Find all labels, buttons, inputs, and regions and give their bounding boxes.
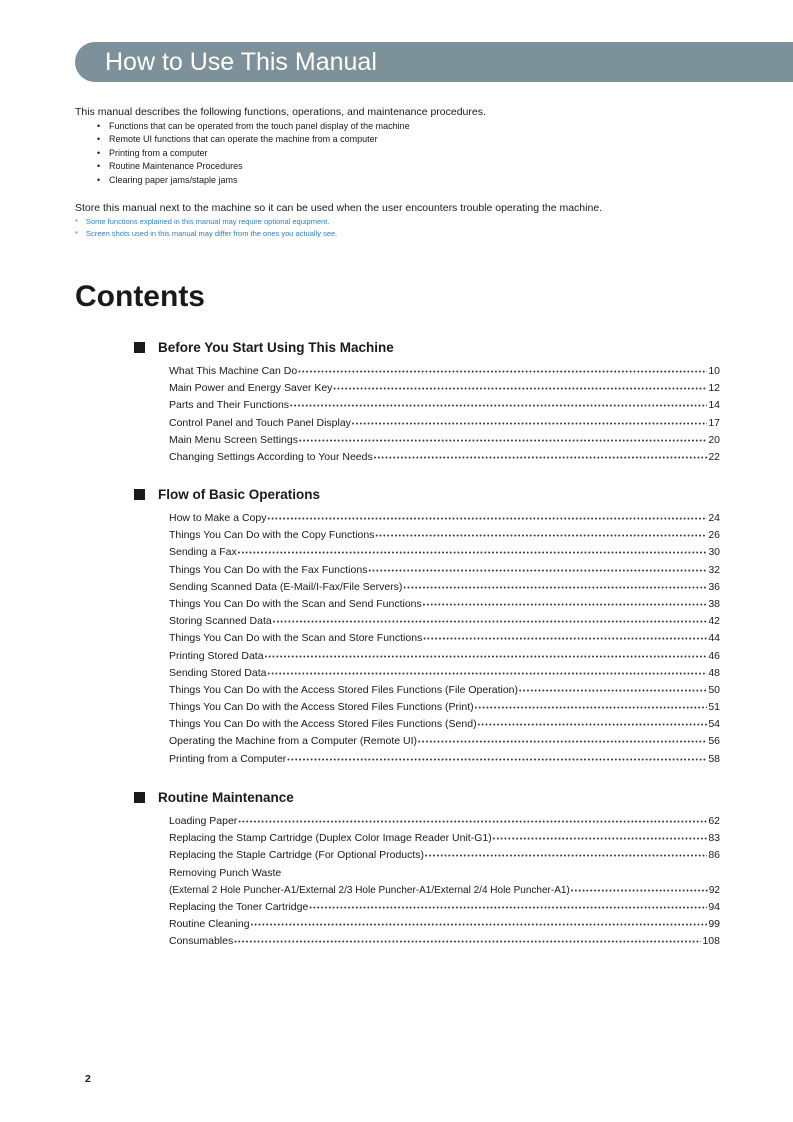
list-item: • Printing from a computer [97,147,755,160]
toc-entry[interactable]: Control Panel and Touch Panel Display ••••• 17 [169,415,720,432]
toc-entry[interactable]: Main Menu Screen Settings ••••• 20 [169,432,720,449]
section-title: Before You Start Using This Machine [158,340,394,355]
toc-entry[interactable]: Removing Punch Waste [169,866,282,879]
intro-block [75,106,755,187]
toc-entry[interactable]: Printing from a Computer ••••• 58 [169,751,720,768]
toc-entry[interactable]: Parts and Their Functions ••••• 14 [169,397,720,414]
bullet-icon: • [97,174,101,185]
list-item: • Clearing paper jams/staple jams [97,174,755,187]
bullet-icon: • [97,134,101,145]
toc-entry[interactable]: Sending Scanned Data (E-Mail/I-Fax/File Servers) ••••• 36 [169,579,720,596]
toc-entry[interactable]: Things You Can Do with the Scan and Store Functions ••••• 44 [169,630,720,647]
toc-entry[interactable]: Things You Can Do with the Access Stored Files Functions (Send) ••••• 54 [169,716,720,733]
bullet-icon: • [97,121,101,131]
intro-text: This manual describes the following functions, operations, and maintenance procedures. [75,106,486,118]
toc-entry[interactable]: Things You Can Do with the Copy Functions ••••• 26 [169,527,720,544]
bullet-icon: • [97,147,101,158]
square-bullet-icon [134,792,145,803]
toc-entry[interactable]: Loading Paper ••••• 62 [169,813,720,830]
toc-entry[interactable]: Main Power and Energy Saver Key ••••• 12 [169,380,720,397]
toc-entry[interactable]: Things You Can Do with the Scan and Send Functions ••••• 38 [169,596,720,613]
toc-entry[interactable]: Sending Stored Data ••••• 48 [169,665,720,682]
toc-entry[interactable]: Replacing the Toner Cartridge ••••• 94 [169,899,720,916]
toc-entry[interactable]: (External 2 Hole Puncher-A1/External 2/3 Hole Puncher-A1/External 2/4 Hole Puncher-A1) ••••• 92 [169,882,720,899]
toc-entry[interactable]: Routine Cleaning ••••• 99 [169,916,720,933]
toc-entry[interactable]: Operating the Machine from a Computer (Remote UI) ••••• 56 [169,733,720,750]
contents-title: Contents [75,280,205,313]
toc-entry[interactable]: Storing Scanned Data ••••• 42 [169,613,720,630]
note: * Some functions explained in this manual may require optional equipment. [75,217,330,226]
list-item: • Routine Maintenance Procedures [97,160,755,173]
section-title: Routine Maintenance [158,790,294,805]
header-banner [75,42,793,82]
toc-entry[interactable]: Replacing the Staple Cartridge (For Optional Products) ••••• 86 [169,847,720,864]
toc-entry[interactable]: Sending a Fax ••••• 30 [169,544,720,561]
intro-bullet-list [75,120,755,187]
asterisk-icon: * [75,217,78,226]
toc-entry[interactable]: Printing Stored Data ••••• 46 [169,648,720,665]
square-bullet-icon [134,489,145,500]
bullet-icon: • [97,161,101,172]
page-title: How to Use This Manual [105,48,377,76]
note: * Screen shots used in this manual may differ from the ones you actually see. [75,229,338,238]
list-item: • Remote UI functions that can operate the machine from a computer [97,133,755,146]
page-number: 2 [85,1073,91,1085]
toc-entry[interactable]: Replacing the Stamp Cartridge (Duplex Color Image Reader Unit-G1) ••••• 83 [169,830,720,847]
store-instruction: Store this manual next to the machine so it can be used when the user encounters trouble operating the machine. [75,202,603,214]
toc-entry[interactable]: Consumables ••••• 108 [169,933,720,950]
toc-entry[interactable]: How to Make a Copy ••••• 24 [169,510,720,527]
asterisk-icon: * [75,229,78,238]
notes [75,216,775,240]
section-title: Flow of Basic Operations [158,487,321,502]
toc-entry[interactable]: Things You Can Do with the Access Stored Files Functions (Print) ••••• 51 [169,699,720,716]
list-item: • Functions that can be operated from the touch panel display of the machine [97,120,755,133]
toc-section-before-you-start [134,340,720,466]
toc-entry[interactable]: Things You Can Do with the Access Stored Files Functions (File Operation) ••••• 50 [169,682,720,699]
toc-entry[interactable]: Changing Settings According to Your Needs ••••• 22 [169,449,720,466]
toc-entry[interactable]: Things You Can Do with the Fax Functions ••••• 32 [169,562,720,579]
toc-section-basic-operations [134,487,720,768]
toc-section-routine-maintenance [134,790,720,951]
square-bullet-icon [134,342,145,353]
toc-entry[interactable]: What This Machine Can Do ••••• 10 [169,363,720,380]
